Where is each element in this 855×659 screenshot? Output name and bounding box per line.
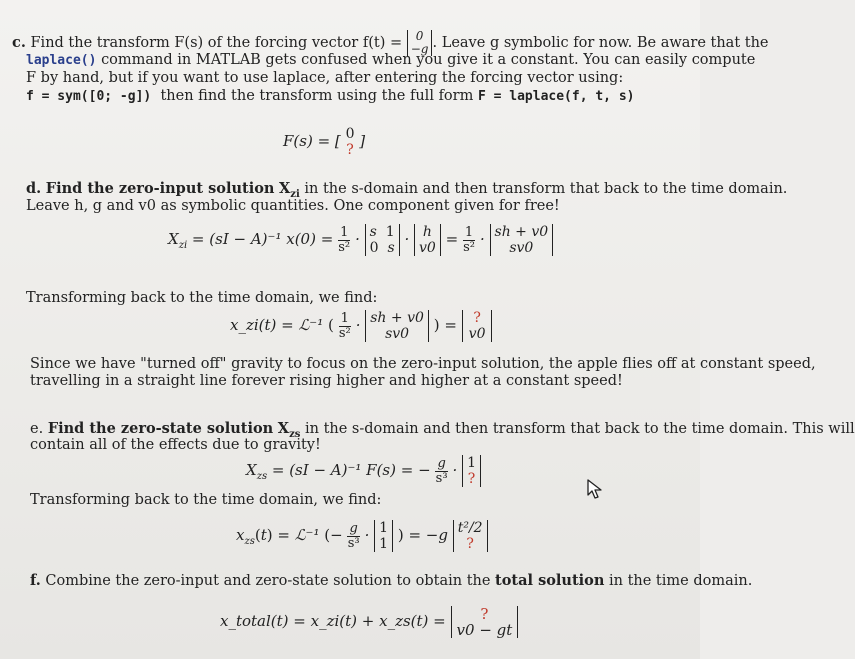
part-c-line2: laplace() command in MATLAB gets confused when you give it a constant. You can easily compute — [26, 52, 756, 68]
part-c-equation: F(s) = [ 0 ? ] — [283, 126, 366, 158]
mouse-pointer-icon — [586, 478, 604, 500]
part-e-transform-intro: Transforming back to the time domain, we find: — [30, 492, 382, 508]
part-d-heading: d. Find the zero-input solution $X_{zi}$ in the s-domain and then transform that back to the time domain. — [26, 180, 788, 200]
part-e-line2: contain all of the effects due to gravity! — [30, 437, 321, 453]
part-d-note-line2: travelling in a straight line forever rising higher and higher at a constant speed! — [30, 373, 623, 389]
code-laplace: F = laplace(f, t, s) — [477, 89, 635, 104]
part-d-time-equation: x_zi(t) = ℒ⁻¹ ( $\frac{1}{\text{s²}}$ · sh + v0 sv0 ) = ? v0 — [230, 310, 492, 342]
part-e-heading: e. Find the zero-state solution $X_{zs}$ in the s-domain and then transform that back to the time domain. This will — [30, 420, 855, 440]
part-c-line3: F by hand, but if you want to use laplace, after entering the forcing vector using: — [26, 70, 624, 86]
part-e-equation: $X_{zs} = (sI - A)^{-1}$ F(s) = − $\frac{g}{\text{s³}}$ · 1 ? — [246, 455, 481, 487]
part-e-time-equation: $x_{zs}(t)$ = ℒ⁻¹ (− $\frac{g}{\text{s³}}$ · 1 1 ) = −g t²/2 ? — [236, 520, 488, 552]
part-f-equation: x_total(t) = x_zi(t) + x_zs(t) = ? v0 − gt — [220, 606, 518, 638]
part-d-note-line1: Since we have "turned off" gravity to focus on the zero-input solution, the apple flies off at constant speed, — [30, 356, 816, 372]
part-c-line4: f = sym([0; -g]) then find the transform using the full form F = laplace(f, t, s) — [26, 88, 635, 104]
part-d-transform-intro: Transforming back to the time domain, we find: — [26, 290, 378, 306]
part-c-line1: c. Find the transform F(s) of the forcing vector f(t) = 0 −g . Leave g symbolic for now. Be aware that the — [12, 29, 769, 56]
part-d-line2: Leave h, g and v0 as symbolic quantities. One component given for free! — [26, 198, 560, 214]
laplace-command: laplace() — [26, 53, 97, 68]
part-f-heading: f. Combine the zero-input and zero-state solution to obtain the total solution in the time domain. — [30, 572, 753, 589]
part-d-equation: $X_{zi} = (sI - A)^{-1}$ x(0) = $\frac{1}{\text{s²}}$ · s 1 0 s · h v0 = $\frac{1}{\text{s²}}$ · sh + v0 sv0 — [168, 224, 553, 256]
code-sym: f = sym([0; -g]) — [26, 89, 152, 104]
